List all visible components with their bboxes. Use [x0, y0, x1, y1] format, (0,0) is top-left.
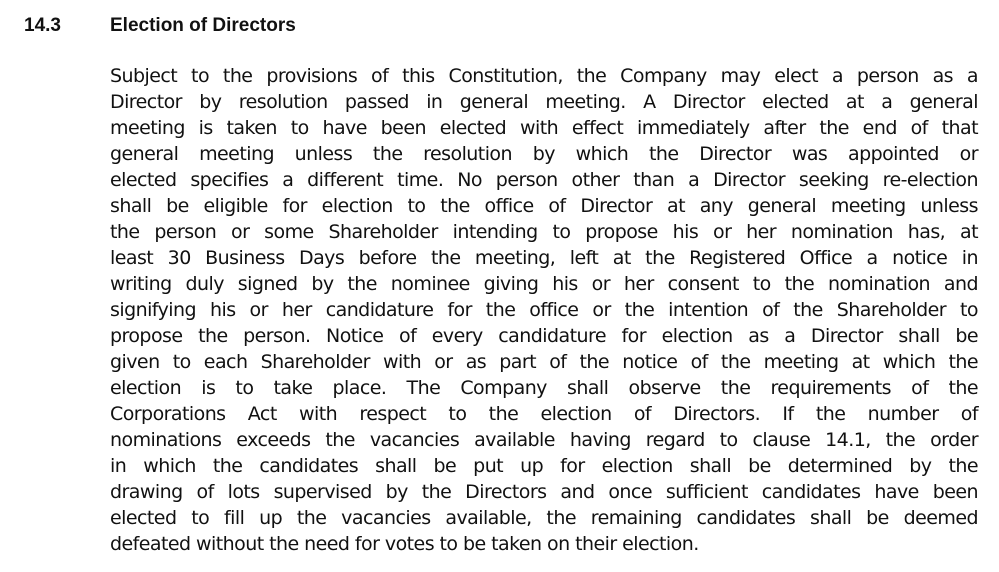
section-title: Election of Directors	[110, 15, 296, 36]
paragraph-line: elected specifies a different time. No person other than a Director seeking re-election	[110, 169, 978, 191]
paragraph-line: drawing of lots supervised by the Directors and once sufficient candidates have been	[110, 481, 978, 503]
paragraph-line: meeting is taken to have been elected with effect immediately after the end of that	[110, 117, 978, 139]
paragraph-line: the person or some Shareholder intending to propose his or her nomination has, at	[110, 221, 978, 243]
section-number: 14.3	[24, 15, 61, 36]
section-body-paragraph	[110, 63, 978, 557]
paragraph-line: least 30 Business Days before the meeting, left at the Registered Office a notice in	[110, 247, 978, 269]
paragraph-line: Corporations Act with respect to the election of Directors. If the number of	[110, 403, 978, 425]
paragraph-line: given to each Shareholder with or as part of the notice of the meeting at which the	[110, 351, 978, 373]
paragraph-line: Director by resolution passed in general meeting. A Director elected at a general	[110, 91, 978, 113]
paragraph-line-last: defeated without the need for votes to be taken on their election.	[110, 533, 699, 555]
paragraph-line: general meeting unless the resolution by which the Director was appointed or	[110, 143, 978, 165]
paragraph-line: signifying his or her candidature for the office or the intention of the Shareholder to	[110, 299, 978, 321]
paragraph-line: election is to take place. The Company shall observe the requirements of the	[110, 377, 978, 399]
paragraph-line: writing duly signed by the nominee giving his or her consent to the nomination and	[110, 273, 978, 295]
paragraph-line: elected to fill up the vacancies available, the remaining candidates shall be deemed	[110, 507, 978, 529]
paragraph-line: Subject to the provisions of this Constitution, the Company may elect a person as a	[110, 65, 978, 87]
paragraph-line: propose the person. Notice of every candidature for election as a Director shall be	[110, 325, 978, 347]
paragraph-line: shall be eligible for election to the office of Director at any general meeting unless	[110, 195, 978, 217]
paragraph-line: nominations exceeds the vacancies available having regard to clause 14.1, the order	[110, 429, 978, 451]
paragraph-line: in which the candidates shall be put up for election shall be determined by the	[110, 455, 978, 477]
